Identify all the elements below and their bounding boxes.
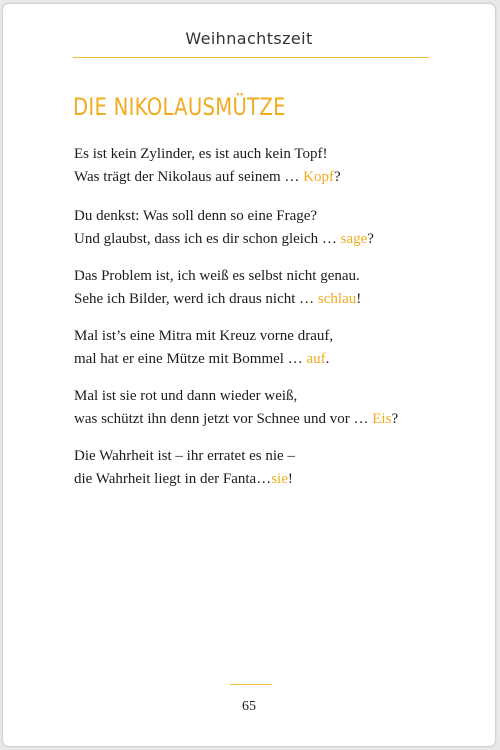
rhyme-word: Eis	[372, 411, 392, 427]
header-rule	[73, 57, 429, 58]
poem-line: Sehe ich Bilder, werd ich draus nicht … schlau!	[74, 291, 362, 307]
poem-line: Mal ist’s eine Mitra mit Kreuz vorne drauf,	[74, 328, 334, 344]
running-head: Weihnachtszeit	[185, 29, 313, 48]
stanza-3	[74, 265, 361, 311]
rhyme-word: sage	[340, 231, 368, 247]
poem-line: Was trägt der Nikolaus auf seinem … Kopf?	[74, 169, 341, 185]
poem-line: mal hat er eine Mütze mit Bommel … auf.	[74, 351, 330, 367]
page-number: 65	[242, 699, 256, 714]
rhyme-word: sie	[271, 471, 288, 487]
poem-line: Es ist kein Zylinder, es ist auch kein Topf!	[74, 146, 328, 162]
stanza-4	[74, 325, 333, 371]
poem-line: Das Problem ist, ich weiß es selbst nicht genau.	[74, 268, 360, 284]
rhyme-word: Kopf	[303, 169, 334, 185]
stanza-5	[74, 385, 398, 431]
rhyme-word: schlau	[317, 291, 357, 307]
poem-line: Mal ist sie rot und dann wieder weiß,	[74, 388, 298, 404]
stanza-1	[74, 143, 341, 189]
poem-line: was schützt ihn denn jetzt vor Schnee und vor … Eis?	[74, 411, 399, 427]
stanza-6	[74, 445, 295, 491]
poem-title: DIE NIKOLAUSMÜTZE	[73, 93, 286, 121]
poem-line: die Wahrheit liegt in der Fanta…sie!	[74, 471, 293, 487]
rhyme-word: auf	[306, 351, 326, 367]
book-page	[2, 3, 496, 747]
poem-line: Und glaubst, dass ich es dir schon gleich … sage?	[74, 231, 374, 247]
poem-line: Die Wahrheit ist – ihr erratet es nie –	[74, 448, 295, 464]
stanza-2	[74, 205, 374, 251]
poem-line: Du denkst: Was soll denn so eine Frage?	[74, 208, 318, 224]
footer-rule	[230, 684, 272, 685]
